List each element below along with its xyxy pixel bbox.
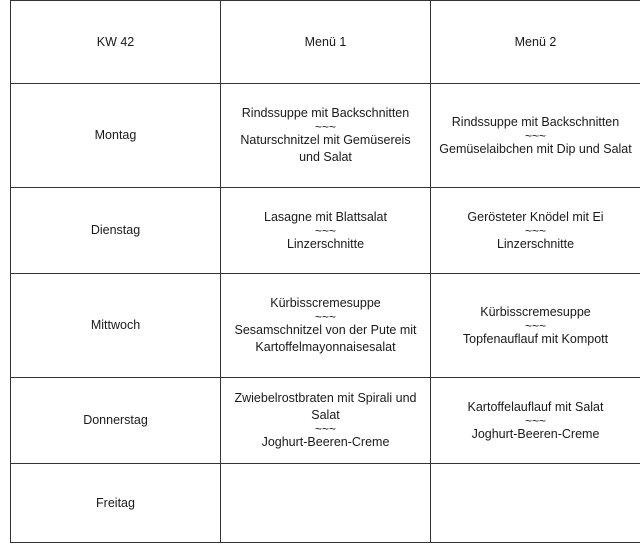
dish-line: Gerösteter Knödel mit Ei	[467, 209, 604, 224]
menu1-header: Menü 1	[221, 1, 431, 84]
menu1-cell	[221, 274, 431, 378]
dish-line: Kartoffelmayonnaisesalat	[255, 340, 396, 354]
row-dienstag	[11, 188, 640, 274]
dish-line: Rindssuppe mit Backschnitten	[241, 106, 410, 120]
menu2-cell	[431, 464, 640, 543]
weekly-menu-table	[10, 0, 640, 543]
menu1-cell	[221, 464, 431, 543]
dish-line: Lasagne mit Blattsalat	[264, 209, 387, 224]
day-name: Donnerstag	[11, 378, 221, 464]
menu1-cell	[221, 188, 431, 274]
dish-line: Zwiebelrostbraten mit Spirali und	[234, 391, 417, 405]
dish-line: und Salat	[299, 150, 352, 164]
menu2-cell	[431, 84, 640, 188]
dish-separator: ~~~	[524, 318, 547, 333]
row-freitag	[11, 464, 640, 543]
menu2-header: Menü 2	[431, 1, 640, 84]
dish-line: Gemüselaibchen mit Dip und Salat	[439, 141, 632, 156]
dish-line: Rindssuppe mit Backschnitten	[451, 114, 620, 129]
day-name: Montag	[11, 84, 221, 188]
dish-line: Sesamschnitzel von der Pute mit	[234, 323, 417, 337]
dish-separator: ~~~	[314, 422, 337, 436]
dish-line: Topfenauflauf mit Kompott	[462, 331, 609, 346]
menu1-cell	[221, 378, 431, 464]
dish-separator: ~~~	[314, 223, 337, 238]
dish-separator: ~~~	[524, 128, 547, 143]
dish-separator: ~~~	[314, 310, 337, 324]
day-name: Dienstag	[11, 188, 221, 274]
row-montag	[11, 84, 640, 188]
dish-line: Kartoffelauflauf mit Salat	[467, 399, 604, 414]
menu2-cell	[431, 274, 640, 378]
dish-line: Kürbisscremesuppe	[270, 296, 381, 310]
dish-line: Linzerschnitte	[286, 236, 365, 251]
dish-separator: ~~~	[524, 413, 547, 428]
dish-line: Joghurt-Beeren-Creme	[471, 426, 600, 441]
dish-line: Naturschnitzel mit Gemüsereis	[240, 133, 411, 147]
dish-line: Joghurt-Beeren-Creme	[261, 435, 390, 449]
row-mittwoch	[11, 274, 640, 378]
week-label: KW 42	[11, 1, 221, 84]
row-donnerstag	[11, 378, 640, 464]
menu2-cell	[431, 378, 640, 464]
dish-separator: ~~~	[314, 120, 337, 134]
dish-line: Kürbisscremesuppe	[480, 304, 591, 319]
header-row	[11, 1, 640, 84]
menu2-cell	[431, 188, 640, 274]
day-name: Freitag	[11, 464, 221, 543]
dish-line: Linzerschnitte	[496, 236, 575, 251]
menu1-cell	[221, 84, 431, 188]
dish-separator: ~~~	[524, 223, 547, 238]
dish-line: Salat	[311, 408, 340, 422]
day-name: Mittwoch	[11, 274, 221, 378]
